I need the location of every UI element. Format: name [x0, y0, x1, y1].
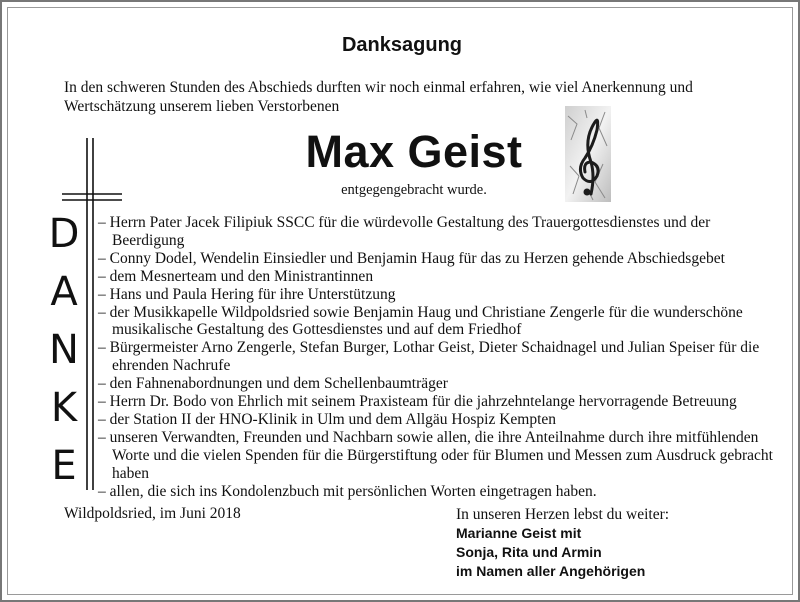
list-item: – Herrn Dr. Bodo von Ehrlich mit seinem Praxisteam für die jahrzehntelange hervorragende Betreuung: [98, 393, 737, 411]
list-item: – der Station II der HNO-Klinik in Ulm und dem Allgäu Hospiz Kempten: [98, 410, 557, 428]
danke-letter-n: N: [49, 327, 79, 373]
list-item: – den Fahnenabordnungen und dem Schellenbaumträger: [98, 375, 448, 393]
danke-letter-k: K: [50, 385, 78, 431]
intro-continuation: entgegengebracht wurde.: [341, 182, 487, 198]
list-item: – Conny Dodel, Wendelin Einsiedler und Benjamin Haug für das zu Herzen gehende Abschiedsgebet: [98, 249, 725, 267]
list-item: – Herrn Pater Jacek Filipiuk SSCC für die würdevolle Gestaltung des Trauergottesdienstes und der Beerdigung: [98, 214, 711, 249]
treble-clef-icon: [565, 106, 611, 202]
intro-text: In den schweren Stunden des Abschieds durften wir noch einmal erfahren, wie viel Anerkennung und Wertschätzung unserem lieben Verstorbenen: [64, 79, 693, 115]
list-item: – dem Mesnerteam und den Ministrantinnen: [98, 267, 374, 285]
list-item: – unseren Verwandten, Freunden und Nachbarn sowie allen, die ihre Anteilnahme durch ihre mitfühlenden Worte und die vielen Spenden für die Bürgerstiftung oder für Blumen und Messen zum Ausdruck gebracht haben: [98, 428, 773, 482]
signoff-line: In unseren Herzen lebst du weiter:: [456, 506, 670, 523]
signoff-block: [456, 505, 669, 581]
place-date: Wildpoldsried, im Juni 2018: [64, 505, 241, 522]
deceased-name: Max Geist: [305, 126, 523, 177]
signoff-names: Marianne Geist mit: [456, 525, 582, 541]
thanks-list: [98, 214, 778, 501]
signoff-names: im Namen aller Angehörigen: [456, 563, 646, 579]
notice-title: Danksagung: [341, 34, 463, 56]
danke-letter-a: A: [50, 269, 78, 315]
signoff-names: Sonja, Rita und Armin: [456, 544, 602, 560]
danke-letter-e: E: [51, 443, 77, 489]
list-item: – allen, die sich ins Kondolenzbuch mit persönlichen Worten eingetragen haben.: [98, 482, 597, 500]
list-item: – Bürgermeister Arno Zengerle, Stefan Burger, Lothar Geist, Dieter Schaidnagel und Julian Speiser für die ehrenden Nachrufe: [98, 339, 760, 375]
list-item: – Hans und Paula Hering für ihre Unterstützung: [98, 285, 396, 303]
danke-letter-d: D: [48, 211, 80, 257]
list-item: – der Musikkapelle Wildpoldsried sowie Benjamin Haug und Christiane Zengerle für die wunderschöne musikalische Gestaltung des Gottesdienstes und auf dem Friedhof: [98, 303, 743, 339]
